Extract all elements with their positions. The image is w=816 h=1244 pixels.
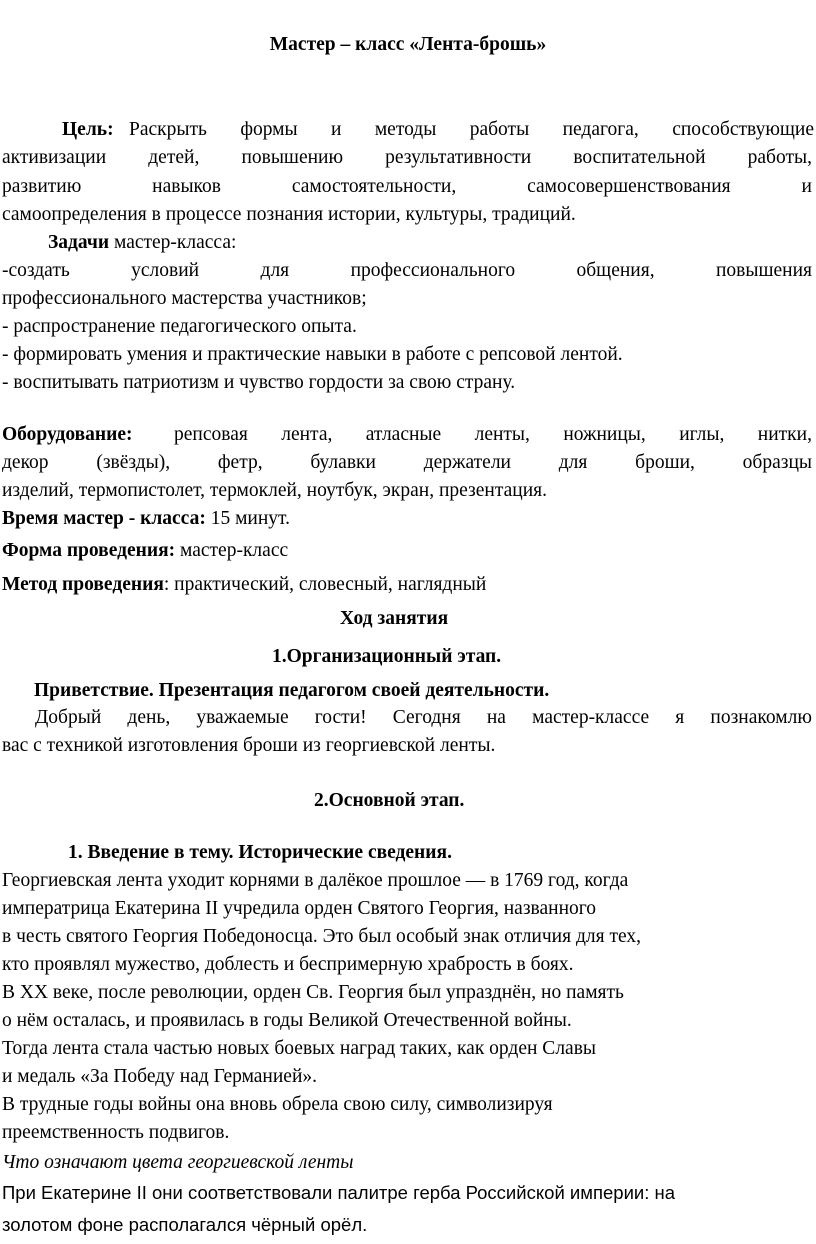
colors-text-line-1: При Екатерине II они соответствовали палитре герба Российской империи: на — [2, 1182, 676, 1203]
word: работы, — [747, 147, 812, 168]
word: повышению — [241, 147, 344, 168]
word: -создать — [2, 260, 70, 281]
tasks-line-4: - формировать умения и практические навыки в работе с репсовой лентой. — [2, 344, 623, 365]
word: работы — [469, 119, 530, 140]
word: способствующие — [672, 119, 814, 140]
word: Сегодня — [392, 707, 461, 728]
word: ножницы, — [563, 424, 646, 445]
goal-text-line-2 — [2, 145, 812, 171]
word: воспитательной — [573, 147, 706, 168]
stage2-heading: 2.Основной этап. — [314, 790, 465, 811]
word: самосовершенствования — [527, 176, 731, 197]
word: для — [558, 452, 588, 473]
word: результативности — [385, 147, 532, 168]
stage1-text-line-2: вас с техникой изготовления броши из георгиевской ленты. — [2, 735, 496, 756]
word: активизации — [2, 147, 107, 168]
goal-text-line-1 — [129, 117, 814, 143]
word: Раскрыть — [129, 119, 207, 140]
word: Добрый — [35, 707, 102, 728]
history-line: В XX веке, после революции, орден Св. Георгия был упразднён, но память — [2, 982, 624, 1003]
word: на — [486, 707, 506, 728]
equipment-text-line-2 — [2, 450, 812, 476]
word: повышения — [715, 260, 812, 281]
word: лента, — [281, 424, 333, 445]
goal-label: Цель: — [62, 119, 114, 140]
history-line: о нём осталась, и проявилась в годы Великой Отечественной войны. — [2, 1010, 572, 1031]
word: репсовая — [174, 424, 248, 445]
word: и — [801, 176, 812, 197]
word: атласные — [365, 424, 442, 445]
word: держатели — [423, 452, 511, 473]
word: развитию — [2, 176, 82, 197]
word: булавки — [310, 452, 376, 473]
word: фетр, — [217, 452, 263, 473]
tasks-line-5: - воспитывать патриотизм и чувство гордости за свою страну. — [2, 372, 516, 393]
word: мастер-классе — [532, 707, 650, 728]
word: познакомлю — [710, 707, 812, 728]
word: педагога, — [562, 119, 639, 140]
word: условий — [131, 260, 200, 281]
history-line: В трудные годы войны она вновь обрела свою силу, символизируя — [2, 1094, 553, 1115]
word: день, — [127, 707, 171, 728]
word: и — [331, 119, 342, 140]
tasks-line-1 — [2, 258, 812, 284]
stage1-heading: 1.Организационный этап. — [272, 646, 502, 667]
equipment-text-line-3: изделий, термопистолет, термоклей, ноутбук, экран, презентация. — [2, 480, 547, 501]
word: формы — [240, 119, 298, 140]
word: навыков — [152, 176, 221, 197]
word: гости! — [314, 707, 367, 728]
tasks-heading: Задачи мастер-класса: — [48, 232, 237, 253]
word: самостоятельности, — [291, 176, 457, 197]
colors-heading: Что означают цвета георгиевской ленты — [2, 1152, 354, 1173]
form-line: Форма проведения: мастер-класс — [2, 540, 289, 561]
word: нитки, — [757, 424, 812, 445]
tasks-line-2: профессионального мастерства участников; — [2, 288, 367, 309]
lesson-heading: Ход занятия — [340, 608, 449, 629]
word: я — [675, 707, 685, 728]
word: методы — [374, 119, 437, 140]
document-title: Мастер – класс «Лента-брошь» — [269, 34, 547, 55]
method-line: Метод проведения: практический, словесный, наглядный — [2, 574, 487, 595]
stage1-subheading: Приветствие. Презентация педагогом своей деятельности. — [34, 680, 550, 701]
history-line: Георгиевская лента уходит корнями в далёкое прошлое — в 1769 год, когда — [2, 870, 629, 891]
history-line: Тогда лента стала частью новых боевых наград таких, как орден Славы — [2, 1038, 597, 1059]
word: уважаемые — [196, 707, 289, 728]
equipment-label: Оборудование: — [2, 424, 133, 445]
history-line: кто проявлял мужество, доблесть и беспримерную храбрость в боях. — [2, 954, 574, 975]
word: иглы, — [679, 424, 725, 445]
equipment-text-line-1 — [174, 422, 812, 448]
tasks-line-3: - распространение педагогического опыта. — [2, 316, 357, 337]
word: броши, — [635, 452, 695, 473]
goal-text-line-4: самоопределения в процессе познания истории, культуры, традиций. — [2, 204, 576, 225]
history-line: и медаль «За Победу над Германией». — [2, 1066, 318, 1087]
stage2-subheading: 1. Введение в тему. Исторические сведения. — [68, 842, 452, 863]
word: для — [260, 260, 290, 281]
word: образцы — [742, 452, 812, 473]
history-line: в честь святого Георгия Победоносца. Это был особый знак отличия для тех, — [2, 926, 641, 947]
goal-text-line-3 — [2, 174, 812, 200]
colors-text-line-2: золотом фоне располагался чёрный орёл. — [2, 1214, 368, 1235]
duration-line: Время мастер - класса: 15 минут. — [2, 508, 290, 529]
stage1-text-line-1 — [35, 705, 812, 731]
history-line: императрица Екатерина II учредила орден Святого Георгия, названного — [2, 898, 597, 919]
word: общения, — [576, 260, 655, 281]
word: профессионального — [350, 260, 516, 281]
word: детей, — [148, 147, 200, 168]
history-line: преемственность подвигов. — [2, 1122, 230, 1143]
word: (звёзды), — [96, 452, 171, 473]
word: ленты, — [474, 424, 530, 445]
word: декор — [2, 452, 49, 473]
